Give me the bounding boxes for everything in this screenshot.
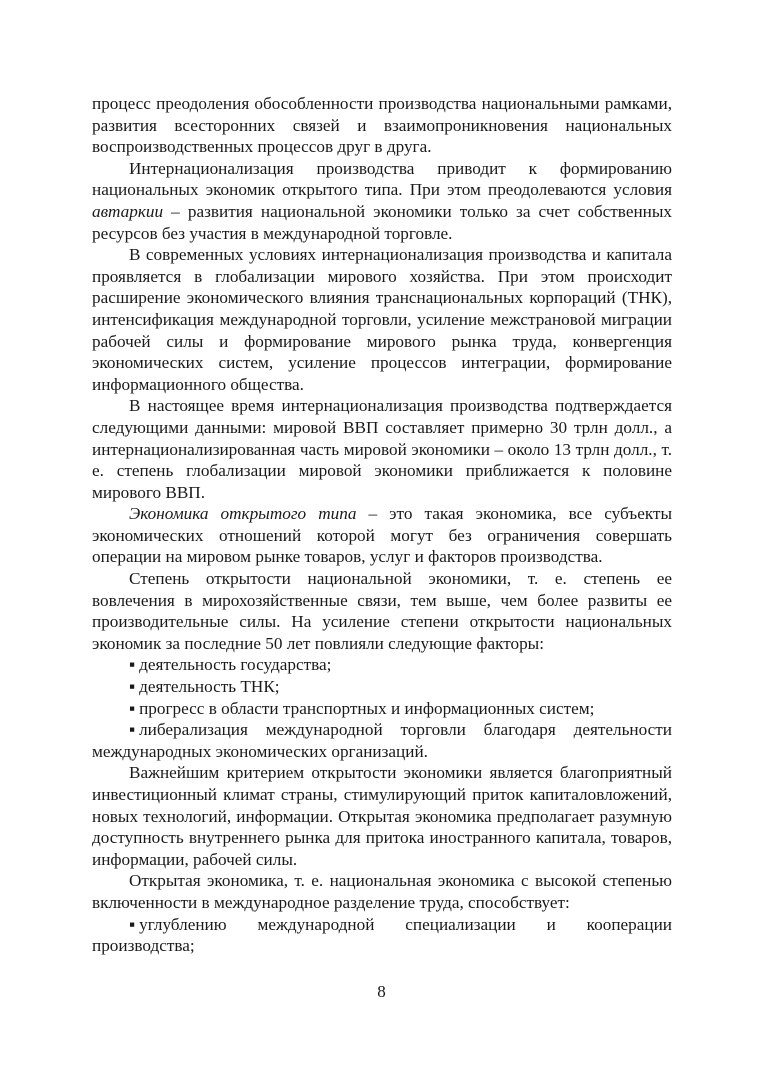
paragraph: Важнейшим критерием открытости экономики является благоприятный инвестиционный климат страны, стимулирующий приток капиталовложений, новых технологий, информации. Открытая экономика предполагает разумную доступность внутреннего рынка для притока иностранного капитала, товаров, информации, рабочей силы.: [92, 763, 672, 869]
list-item-text: углублению международной специализации и кооперации производства;: [92, 914, 672, 956]
list-item: [92, 676, 672, 698]
paragraph: процесс преодоления обособленности производства национальными рамками, развития всесторонних связей и взаимопроникновения национальных воспроизводственных процессов друг в друга.: [92, 94, 672, 157]
list-item-text: деятельность ТНК;: [139, 677, 280, 697]
paragraph-text: – это такая экономика, все субъекты экономических отношений которой могут без ограничения совершать операции на мировом рынке товаров, услуг и факторов производства.: [92, 504, 673, 567]
italic-term: Экономика открытого типа: [129, 504, 357, 524]
bullet-icon: ▪: [129, 677, 136, 697]
list-item: [92, 719, 672, 762]
list-item: [92, 654, 672, 676]
paragraph: Степень открытости национальной экономики, т. е. степень ее вовлечения в мирохозяйственные связи, тем выше, чем более развиты ее производительные силы. На усиление степени открытости национальных экономик за последние 50 лет повлияли следующие факторы:: [92, 569, 672, 653]
paragraph: [92, 158, 672, 244]
list-item-text: прогресс в области транспортных и информационных систем;: [139, 698, 595, 718]
italic-term: автаркии: [92, 201, 164, 221]
bullet-icon: ▪: [129, 720, 136, 740]
paragraph-text: – развития национальной экономики только за счет собственных ресурсов без участия в международной торговле.: [92, 201, 672, 243]
bullet-icon: ▪: [129, 655, 136, 675]
list-item-text: либерализация международной торговли благодаря деятельности международных экономических организаций.: [92, 720, 672, 761]
bullet-icon: ▪: [129, 698, 136, 718]
paragraph-text: Интернационализация производства приводит к формированию национальных экономик открытого типа. При этом преодолеваются условия: [92, 158, 672, 200]
paragraph: Открытая экономика, т. е. национальная экономика с высокой степенью включенности в международное разделение труда, способствует:: [92, 871, 672, 912]
list-item: [92, 698, 672, 720]
bullet-icon: ▪: [129, 914, 136, 934]
list-item: [92, 914, 672, 957]
paragraph: В настоящее время интернационализация производства подтверждается следующими данными: мировой ВВП составляет примерно 30 трлн долл., а интернационализированная часть мировой экономики – около 13 трлн долл., т. е. степень глобализации мировой экономики приближается к половине мирового ВВП.: [92, 396, 672, 502]
document-body: [92, 93, 672, 957]
page-number: 8: [377, 982, 386, 1001]
paragraph: В современных условиях интернационализация производства и капитала проявляется в глобализации мирового хозяйства. При этом происходит расширение экономического влияния транснациональных корпораций (ТНК), интенсификация международной торговли, усиление межстрановой миграции рабочей силы и формирование мирового рынка труда, конвергенция экономических систем, усиление процессов интеграции, формирование информационного общества.: [92, 245, 672, 394]
paragraph: [92, 503, 672, 568]
list-item-text: деятельность государства;: [139, 655, 332, 675]
